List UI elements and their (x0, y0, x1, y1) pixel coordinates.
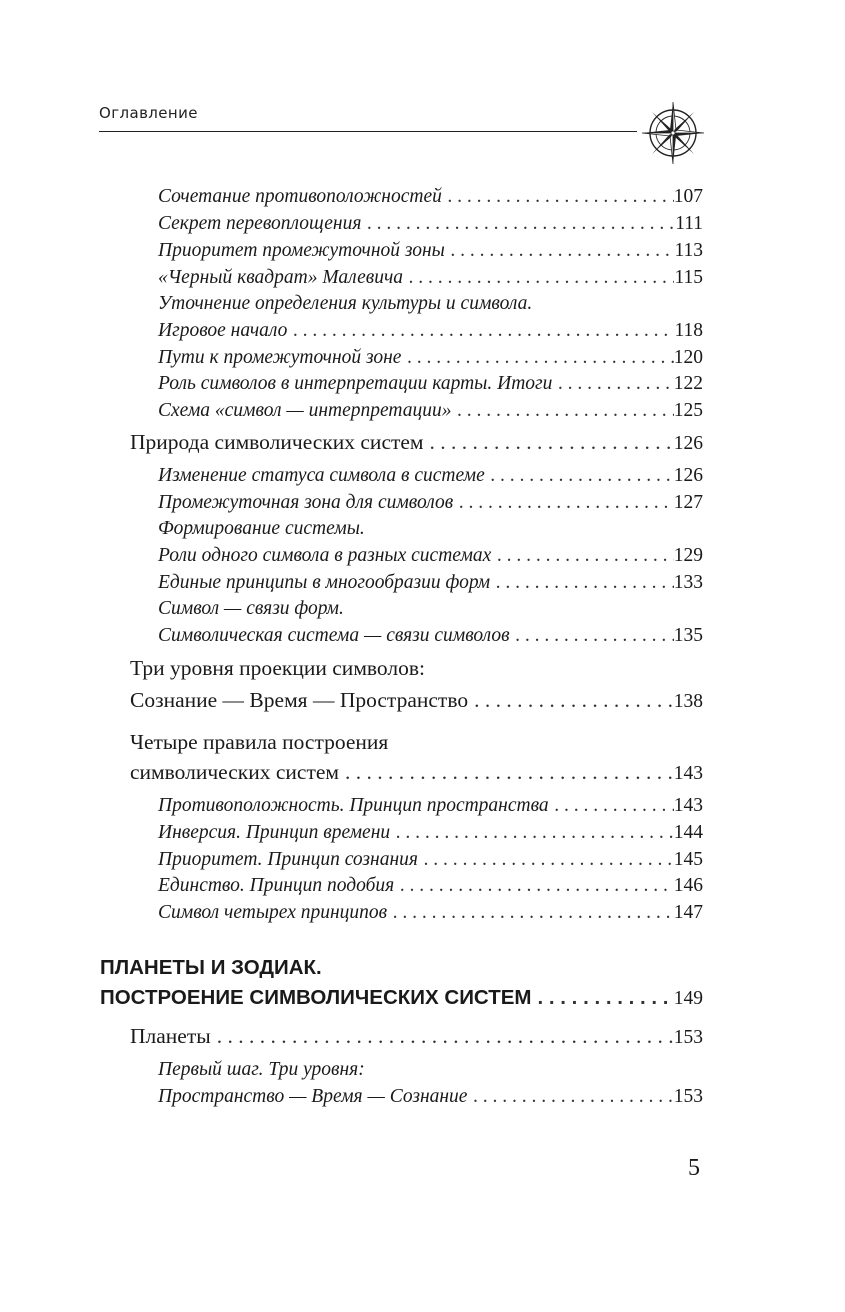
header-label: Оглавление (99, 104, 198, 122)
leader-dots (418, 846, 674, 873)
leader-dots (211, 1023, 674, 1050)
section-title: символических систем (130, 760, 340, 784)
entry-page: 135 (673, 625, 703, 646)
page-number: 5 (688, 1155, 700, 1181)
entry-title: Пространство — Время — Сознание (158, 1086, 468, 1107)
entry-title: Единые принципы в многообразии форм (158, 572, 491, 593)
toc-entry[interactable] (158, 846, 703, 873)
toc-entry[interactable] (158, 264, 703, 291)
entry-title: Сочетание противоположностей (158, 186, 442, 207)
toc-entry[interactable] (158, 210, 703, 237)
entry-page: 122 (673, 373, 703, 394)
leader-dots (467, 1083, 673, 1110)
leader-dots (491, 542, 673, 569)
leader-dots (552, 370, 673, 397)
toc-section[interactable] (130, 759, 703, 786)
entry-title: Единство. Принцип подобия (158, 875, 395, 896)
toc-entry[interactable] (158, 792, 703, 819)
section-page: 143 (673, 763, 703, 784)
leader-dots (287, 317, 674, 344)
entry-title: Схема «символ — интерпретации» (158, 400, 452, 421)
leader-dots (424, 429, 674, 456)
entry-page: 127 (673, 492, 703, 513)
entry-title-line1: Символ — связи форм. (158, 598, 344, 619)
entry-title: Игровое начало (158, 320, 288, 341)
entry-page: 107 (673, 186, 703, 207)
toc-entry[interactable] (158, 622, 703, 649)
chapter-page: 149 (673, 988, 703, 1009)
leader-dots (390, 819, 674, 846)
toc-section[interactable] (130, 429, 703, 456)
chapter-title: ПОСТРОЕНИЕ СИМВОЛИЧЕСКИХ СИСТЕМ (100, 986, 532, 1009)
entry-title: «Черный квадрат» Малевича (158, 267, 403, 288)
header-rule (99, 131, 637, 132)
entry-title: Приоритет. Принцип сознания (158, 849, 418, 870)
toc-chapter[interactable] (100, 984, 703, 1011)
leader-dots (445, 237, 675, 264)
leader-dots (339, 759, 674, 786)
entry-title: Изменение статуса символа в системе (158, 465, 485, 486)
toc-section[interactable] (130, 1023, 703, 1050)
toc-entry[interactable] (158, 183, 703, 210)
leader-dots (453, 489, 674, 516)
section-title: Планеты (130, 1024, 211, 1048)
toc-entry[interactable] (158, 344, 703, 371)
leader-dots (387, 899, 674, 926)
toc-entry[interactable] (158, 819, 703, 846)
leader-dots (532, 984, 674, 1011)
leader-dots (403, 264, 674, 291)
entry-page: 147 (673, 902, 703, 923)
entry-page: 125 (673, 400, 703, 421)
entry-page: 115 (674, 267, 703, 288)
section-title: Природа символических систем (130, 430, 424, 454)
leader-dots (549, 792, 674, 819)
entry-page: 143 (673, 795, 703, 816)
entry-page: 118 (674, 320, 703, 341)
entry-title-line1: Формирование системы. (158, 518, 365, 539)
section-page: 126 (673, 433, 703, 454)
entry-page: 146 (673, 875, 703, 896)
toc-section[interactable] (130, 687, 703, 714)
entry-page: 111 (675, 213, 703, 234)
toc-entry[interactable] (158, 1083, 703, 1110)
leader-dots (451, 397, 673, 424)
toc-entry[interactable] (158, 872, 703, 899)
leader-dots (485, 462, 674, 489)
entry-title: Роль символов в интерпретации карты. Итоги (158, 373, 553, 394)
toc-entry[interactable] (158, 542, 703, 569)
leader-dots (361, 210, 675, 237)
toc-entry[interactable] (158, 317, 703, 344)
entry-page: 113 (674, 240, 703, 261)
compass-rose-icon (641, 101, 705, 165)
leader-dots (394, 872, 674, 899)
toc-entry[interactable] (158, 462, 703, 489)
toc-entry[interactable] (158, 489, 703, 516)
leader-dots (442, 183, 674, 210)
section-title-line1: Четыре правила построения (130, 730, 389, 754)
entry-title-line1: Уточнение определения культуры и символа. (158, 293, 533, 314)
entry-page: 126 (673, 465, 703, 486)
entry-page: 145 (673, 849, 703, 870)
leader-dots (401, 344, 673, 371)
section-title-line1: Три уровня проекции символов: (130, 656, 425, 680)
entry-title: Символическая система — связи символов (158, 625, 510, 646)
leader-dots (468, 687, 674, 714)
toc-entry[interactable] (158, 370, 703, 397)
leader-dots (490, 569, 674, 596)
entry-title-line1: Первый шаг. Три уровня: (158, 1059, 365, 1080)
entry-page: 144 (673, 822, 703, 843)
entry-title: Символ четырех принципов (158, 902, 388, 923)
entry-page: 129 (673, 545, 703, 566)
entry-page: 120 (673, 347, 703, 368)
toc-entry[interactable] (158, 237, 703, 264)
section-title: Сознание — Время — Пространство (130, 688, 469, 712)
entry-page: 153 (673, 1086, 703, 1107)
entry-title: Промежуточная зона для символов (158, 492, 454, 513)
section-page: 153 (673, 1027, 703, 1048)
chapter-title-line1: ПЛАНЕТЫ И ЗОДИАК. (100, 956, 322, 979)
toc-entry[interactable] (158, 899, 703, 926)
entry-page: 133 (673, 572, 703, 593)
entry-title: Приоритет промежуточной зоны (158, 240, 445, 261)
leader-dots (510, 622, 674, 649)
entry-title: Секрет перевоплощения (158, 213, 362, 234)
entry-title: Роли одного символа в разных системах (158, 545, 492, 566)
toc-entry[interactable] (158, 397, 703, 424)
entry-title: Противоположность. Принцип пространства (158, 795, 549, 816)
entry-title: Инверсия. Принцип времени (158, 822, 391, 843)
toc-entry[interactable] (158, 569, 703, 596)
entry-title: Пути к промежуточной зоне (158, 347, 402, 368)
section-page: 138 (673, 691, 703, 712)
